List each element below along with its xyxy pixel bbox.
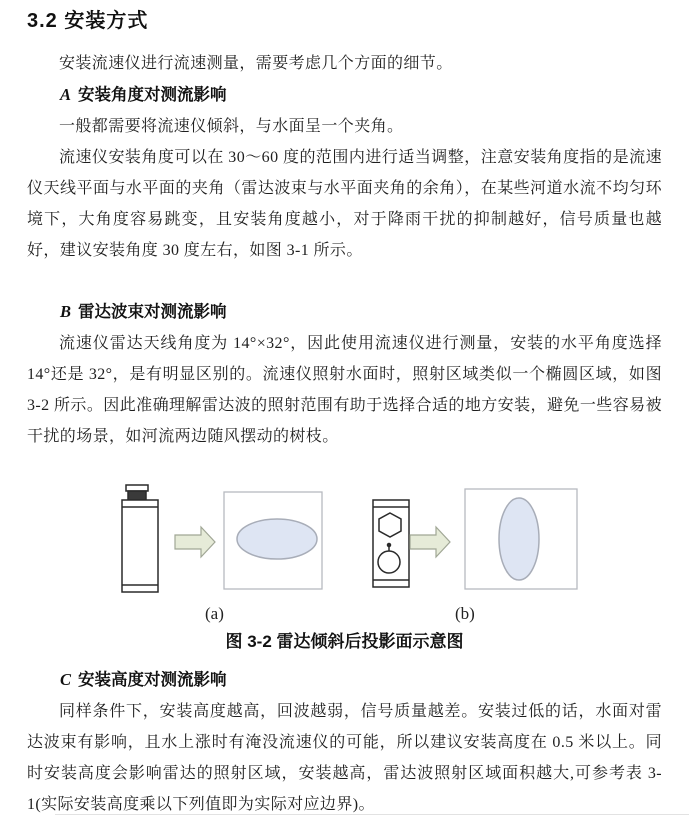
paragraph-b1: 流速仪雷达天线角度为 14°×32°，因此使用流速仪进行测量，安装的水平角度选择 14°还是 32°，是有明显区别的。流速仪照射水面时，照射区域类似一个椭圆区域，如图 3-2 所示。因此准确理解雷达波的照射范围有助于选择合适的地方安装，避免一些容易被干扰的场景，如河流两边随风摆动的树枝。 (27, 335, 662, 445)
subsection-heading-b (27, 296, 662, 328)
subsection-letter-b: B (60, 302, 72, 321)
arrow-right-icon (410, 527, 450, 557)
projection-box-a (224, 492, 322, 589)
horizontal-ellipse-icon (237, 519, 317, 559)
figure-3-2 (27, 482, 662, 654)
subsection-letter-a: A (60, 85, 72, 104)
figure-label-a: (a) (205, 604, 224, 623)
vertical-ellipse-icon (499, 498, 539, 580)
figure-3-2-canvas (27, 482, 662, 594)
subsection-letter-c: C (60, 670, 72, 689)
section-title: 3.2 安装方式 (27, 10, 149, 32)
paragraph-a2: 流速仪安装角度可以在 30～60 度的范围内进行适当调整，注意安装角度指的是流速仪天线平面与水平面的夹角（雷达波束与水平面夹角的余角），在某些河道水流不均匀环境下，大角度容易跳变，且安装角度越小，对于降雨干扰的抑制越好，信号质量也越好，建议安装角度 30 度左右，如图 3-1 所示。 (27, 149, 662, 259)
paragraph-c1: 同样条件下，安装高度越高，回波越弱，信号质量越差。安装过低的话，水面对雷达波束有影响，且水上涨时有淹没流速仪的可能，所以建议安装高度在 0.5 米以上。同时安装高度会影响雷达的照射区域，安装越高，雷达波照射区域面积越大,可参考表 3-1(实际安装高度乘以下列值即为实际对应边界)。 (27, 703, 662, 813)
projection-box-b (465, 489, 577, 589)
figure-label-b: (b) (455, 604, 475, 623)
radar-sensor-side-icon (122, 485, 158, 592)
cable-gland-icon (378, 551, 400, 573)
figure-caption: 图 3-2 雷达倾斜后投影面示意图 (225, 632, 464, 651)
hex-nut-icon (379, 513, 401, 537)
radar-sensor-front-icon (373, 500, 409, 587)
subsection-title-b: 雷达波束对测流影响 (78, 303, 227, 321)
arrow-right-icon (175, 527, 215, 557)
subsection-title-c: 安装高度对测流影响 (78, 671, 227, 689)
table-top-border (55, 814, 689, 815)
subsection-heading-c (27, 664, 662, 696)
paragraph-a1: 一般都需要将流速仪倾斜，与水面呈一个夹角。 (59, 118, 404, 135)
intro-paragraph: 安装流速仪进行流速测量，需要考虑几个方面的细节。 (59, 55, 453, 72)
figure-sublabels (27, 604, 662, 624)
subsection-title-a: 安装角度对测流影响 (78, 86, 227, 104)
subsection-heading-a (27, 79, 662, 111)
